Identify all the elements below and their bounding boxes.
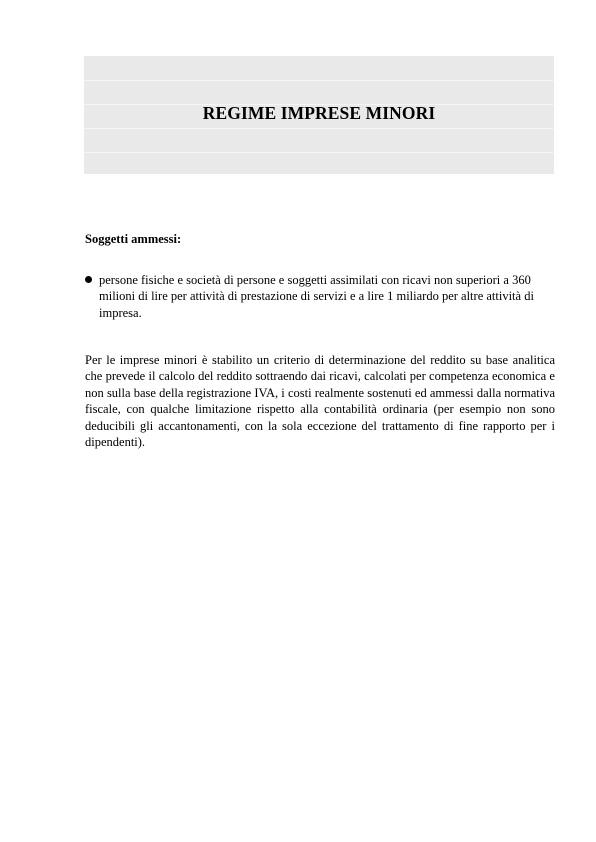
title-banner	[84, 56, 554, 174]
banner-stripe	[84, 80, 554, 81]
eligibility-list	[85, 272, 555, 321]
list-item	[85, 272, 555, 321]
banner-stripe	[84, 152, 554, 153]
body-paragraph: Per le imprese minori è stabilito un criterio di determinazione del reddito su base analitica che prevede il calcolo del reddito sottraendo dai ricavi, calcolati per competenza economica e non sulla base della registrazione IVA, i costi realmente sostenuti ed ammessi dalla normativa fiscale, con qualche limitazione rispetto alla contabilità ordinaria (per esempio non sono deducibili gli accantonamenti, con la sola eccezione del trattamento di fine rapporto per i dipendenti).	[85, 353, 555, 450]
bullet-icon	[85, 276, 92, 283]
list-item-text: persone fisiche e società di persone e soggetti assimilati con ricavi non superiori a 360 milioni di lire per attività di prestazione di servizi e a lire 1 miliardo per altre attività di impresa.	[99, 273, 534, 320]
page-title: REGIME IMPRESE MINORI	[202, 103, 436, 123]
section-heading: Soggetti ammessi:	[85, 232, 182, 246]
banner-stripe	[84, 128, 554, 129]
